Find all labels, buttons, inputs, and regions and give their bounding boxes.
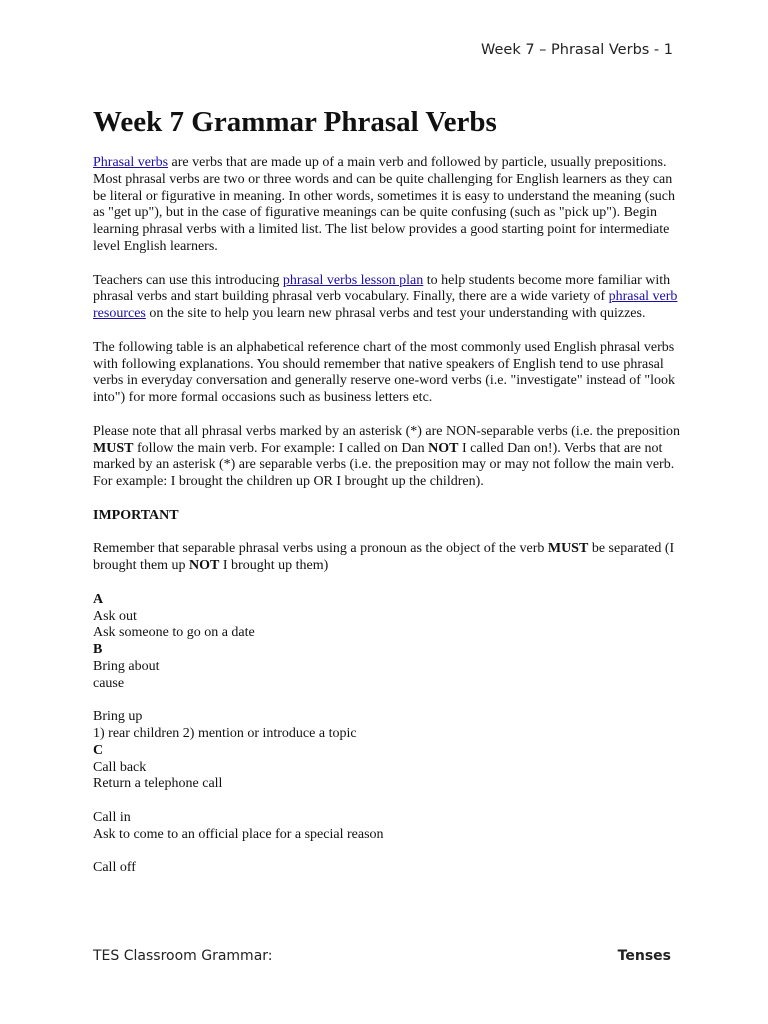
letter-heading-b: B xyxy=(93,642,103,658)
verb-ask-out: Ask out xyxy=(93,608,137,624)
intro-text: are verbs that are made up of a main verb and followed by particle, usually prepositions. Most phrasal verbs are two or three words and can be quite challenging for English learners as they can be literal or figurative in meaning. In other words, sometimes it is easy to understand the meaning (such as "get up"), but in the case of figurative meanings can be quite confusing (such as "pick up"). Begin learning phrasal verbs with a limited list. The list below provides a good starting point for intermediate level English learners. xyxy=(93,155,676,254)
def-ask-out: Ask someone to go on a date xyxy=(93,625,255,641)
sep-text-1: Remember that separable phrasal verbs using a pronoun as the object of the verb xyxy=(93,541,548,557)
footer-right: Tenses xyxy=(617,948,671,964)
document-body xyxy=(93,155,683,877)
footer-left: TES Classroom Grammar: xyxy=(93,948,273,964)
separable-paragraph xyxy=(93,541,683,575)
note-text-3: I called Dan on!). Verbs that are not marked by an asterisk (*) are separable verbs (i.e. the preposition may or may not follow the main verb. For example: I brought the children up OR I brought up the children). xyxy=(93,440,675,490)
resources-link[interactable]: phrasal verb resources xyxy=(93,289,678,322)
phrasal-verb-list xyxy=(93,592,683,878)
running-header: Week 7 – Phrasal Verbs - 1 xyxy=(481,42,673,58)
verb-bring-up: Bring up xyxy=(93,709,143,725)
sep-not: NOT xyxy=(189,558,220,574)
note-text-1: Please note that all phrasal verbs marked by an asterisk (*) are NON-separable verbs (i.e. the preposition xyxy=(93,423,681,439)
intro-paragraph xyxy=(93,155,683,256)
def-call-back: Return a telephone call xyxy=(93,776,223,792)
spacer xyxy=(93,793,683,810)
teachers-text-3: on the site to help you learn new phrasal verbs and test your understanding with quizzes. xyxy=(145,306,646,322)
def-call-in: Ask to come to an official place for a special reason xyxy=(93,826,384,842)
letter-heading-a: A xyxy=(93,591,104,607)
sep-text-2: be separated (I brought them up xyxy=(93,541,675,574)
verb-call-in: Call in xyxy=(93,810,131,826)
important-heading xyxy=(93,508,683,525)
def-bring-up: 1) rear children 2) mention or introduce a topic xyxy=(93,726,357,742)
asterisk-note-paragraph xyxy=(93,424,683,491)
note-text-2: follow the main verb. For example: I called on Dan xyxy=(133,440,429,456)
phrasal-verbs-link[interactable]: Phrasal verbs xyxy=(93,155,169,170)
important-label: IMPORTANT xyxy=(93,507,179,523)
page-title: Week 7 Grammar Phrasal Verbs xyxy=(93,106,497,138)
lesson-plan-link[interactable]: phrasal verbs lesson plan xyxy=(282,272,424,288)
spacer xyxy=(93,844,683,861)
teachers-text-1: Teachers can use this introducing xyxy=(93,272,283,288)
letter-heading-c: C xyxy=(93,742,104,758)
verb-call-back: Call back xyxy=(93,759,147,775)
spacer xyxy=(93,693,683,710)
verb-call-off: Call off xyxy=(93,860,136,876)
teachers-paragraph xyxy=(93,273,683,323)
sep-text-3: I brought up them) xyxy=(219,558,329,574)
teachers-text-2: to help students become more familiar with phrasal verbs and start building phrasal verb vocabulary. Finally, there are a wide variety of xyxy=(93,272,671,305)
def-bring-about: cause xyxy=(93,675,125,691)
note-must: MUST xyxy=(93,440,134,456)
verb-bring-about: Bring about xyxy=(93,658,160,674)
sep-must: MUST xyxy=(547,541,589,557)
table-paragraph: The following table is an alphabetical reference chart of the most commonly used English phrasal verbs with following explanations. You should remember that native speakers of English tend to use phrasal verbs in everyday conversation and generally reserve one-word verbs (i.e. "investigate" instead of "look into") for more formal occasions such as business letters etc. xyxy=(93,339,675,406)
note-not: NOT xyxy=(428,440,459,456)
